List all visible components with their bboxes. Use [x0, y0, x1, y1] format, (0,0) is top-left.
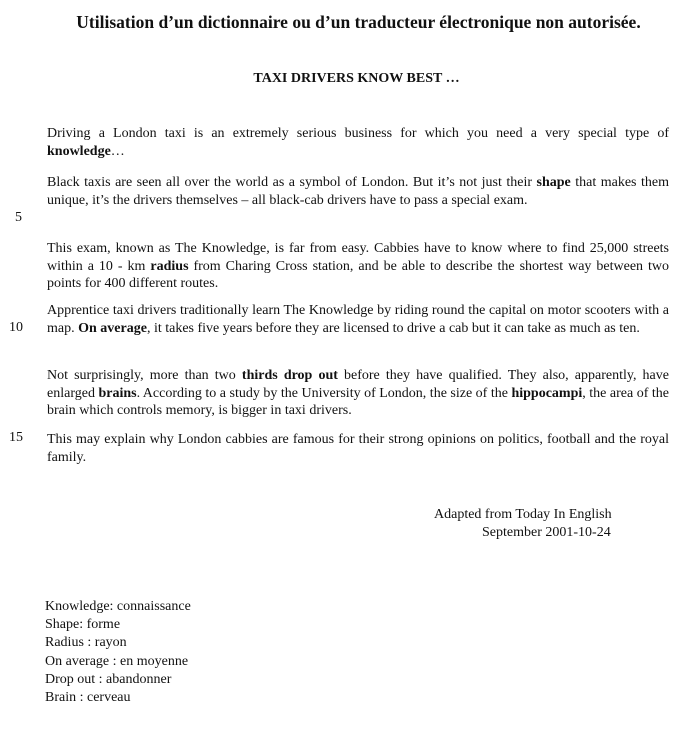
source-line-1: Adapted from Today In English — [434, 507, 612, 522]
paragraph-text: before they have qualified. They also, apparently, have enlarged — [47, 368, 669, 401]
glossary-item: Brain : cerveau — [45, 690, 131, 706]
paragraph-text: Driving a London taxi is an extremely serious business for which you need a very special type of — [47, 126, 669, 141]
paragraph-text: that makes them unique, it’s the drivers themselves – all black-cab drivers have to pass a special exam. — [47, 175, 669, 208]
source-line-2: September 2001-10-24 — [482, 524, 611, 540]
keyword-shape: shape — [536, 175, 571, 190]
keyword-thirds: thirds — [241, 368, 278, 383]
paragraph-text: Black taxis are seen all over the world as a symbol of London. But it’s not just their — [47, 175, 537, 190]
glossary-item: On average : en moyenne — [45, 653, 189, 669]
glossary-item: Radius : rayon — [45, 635, 127, 651]
paragraph-text: , it takes five years before they are licensed to drive a cab but it can take as much as ten. — [146, 320, 640, 336]
keyword-drop-out: drop out — [283, 368, 338, 383]
paragraph-2 — [47, 174, 669, 209]
keyword-hippocampi: hippocampi — [511, 385, 583, 401]
header-warning: Utilisation d’un dictionnaire ou d’un traducteur électronique non autorisée. — [76, 12, 641, 32]
keyword-on-average: On average — [78, 320, 147, 336]
paragraph-text: , the area of the brain which controls memory, is bigger in taxi drivers. — [47, 385, 669, 418]
line-number-10: 10 — [9, 320, 23, 335]
paragraph-text: . According to a study by the University of London, the size of the — [136, 385, 512, 401]
line-number-5: 5 — [15, 210, 22, 225]
glossary-item: Drop out : abandonner — [45, 671, 172, 687]
paragraph-6 — [47, 431, 669, 466]
keyword-knowledge: knowledge — [47, 143, 111, 159]
glossary-item: Shape: forme — [45, 617, 121, 633]
paragraph-5 — [47, 367, 669, 420]
source-citation — [396, 506, 646, 541]
paragraph-text: Not surprisingly, more than two — [47, 368, 242, 383]
paragraph-text: from Charing Cross station, and be able to describe the shortest way between two points for 400 different routes. — [47, 258, 669, 291]
keyword-brains: brains — [98, 385, 137, 401]
paragraph-text: This may explain why London cabbies are famous for their strong opinions on politics, football and the royal family. — [47, 432, 669, 465]
paragraph-text: This exam, known as The Knowledge, is far from easy. Cabbies have to know where to find 25,000 streets within a 10 - km — [47, 241, 669, 274]
paragraph-4 — [47, 302, 669, 337]
paragraph-1 — [47, 125, 669, 160]
glossary — [45, 598, 191, 707]
line-number-15: 15 — [9, 430, 23, 445]
paragraph-text: … — [110, 143, 125, 159]
keyword-radius: radius — [150, 258, 189, 274]
paragraph-text: Apprentice taxi drivers traditionally learn The Knowledge by riding round the capital on motor scooters with a map. — [47, 303, 669, 336]
glossary-item: Knowledge: connaissance — [45, 599, 191, 614]
article-title: TAXI DRIVERS KNOW BEST … — [253, 71, 460, 86]
paragraph-3 — [47, 240, 669, 293]
